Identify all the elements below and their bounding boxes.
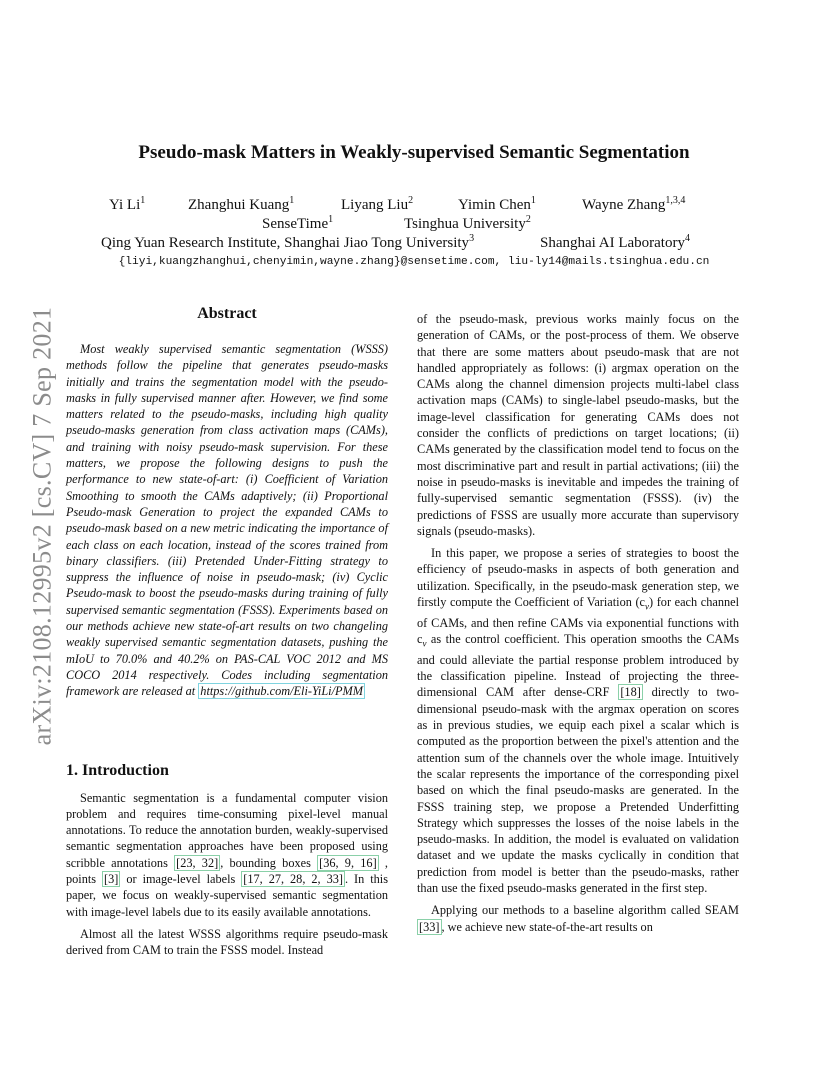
- right-paragraph-2: In this paper, we propose a series of strategies to boost the efficiency of pseudo-masks in aspects of both generation and utilization. Specifically, in the pseudo-mask generation step, we firstly compute the Coefficient of Variation $(c_v)$ for each channel of CAMs, and then refine CAMs via exponential functions with $c_v$ as the control coefficient. This operation smooths the CAMs and could alleviate the partial response problem introduced by the classification pipeline. Instead of projecting the three-dimensional CAM after dense-CRF [18] directly to two-dimensional pseudo-mask with the argmax operation on scores as in previous studies, we equip each pixel a scalar which is computed as the proportion between the pixel's attention and the attention sum of the channels over the whole image. Intuitively the scalar represents the importance of the corresponding pixel based on which the final pseudo-masks are generated. In the FSSS training step, we propose a Pretended Underfitting Strategy which suppresses the losses of the noise labels in the pseudo-masks. In addition, the model is evaluated on validation dataset and we update the masks cyclically in condition that prediction from model is better than the pseudo-masks, rather than use the fixed pseudo-masks generated in the first step.: [417, 546, 739, 895]
- author-1: Yi Li$^1$: [109, 195, 146, 213]
- citation-link[interactable]: [23, 32]: [176, 855, 219, 870]
- intro-paragraph-2: Almost all the latest WSSS algorithms require pseudo-mask derived from CAM to train the FSSS model. Instead: [66, 926, 388, 958]
- citation-link[interactable]: [33]: [419, 919, 440, 934]
- citation-link[interactable]: [36, 9, 16]: [319, 855, 377, 870]
- left-column: [66, 305, 388, 959]
- code-link[interactable]: https://github.com/Eli-YiLi/PMM: [200, 684, 363, 699]
- introduction-heading: 1. Introduction: [66, 761, 169, 779]
- citation-link[interactable]: [3]: [104, 872, 119, 887]
- citation-link[interactable]: [18]: [620, 685, 641, 700]
- citation-link[interactable]: [17, 27, 28, 2, 33]: [243, 872, 343, 887]
- abstract-text: Most weakly supervised semantic segmentation (WSSS) methods follow the pipeline that generates pseudo-masks initially and trains the segmentation model with the pseudo-masks in fully supervised manner after. However, we find some matters related to the pseudo-masks, including high quality pseudo-masks generation from class activation maps (CAMs), and training with noisy pseudo-mask supervision. For these matters, we propose the following designs to push the performance to new state-of-art: (i) Coefficient of Variation Smoothing to smooth the CAMs adaptively; (ii) Proportional Pseudo-mask Generation to project the expanded CAMs to pseudo-mask based on a new metric indicating the importance of each class on each location, instead of the scores trained from binary classifiers. (iii) Pretended Under-Fitting strategy to suppress the influence of noise in pseudo-mask; (iv) Cyclic Pseudo-mask to boost the pseudo-masks during training of fully supervised semantic segmentation (FSSS). Experiments based on our methods achieve new state-of-art results on two changeling weakly supervised semantic segmentation datasets, pushing the mIoU to 70.0% and 40.2% on PAS-CAL VOC 2012 and MS COCO 2014 respectively. Codes including segmentation framework are released at https://github.com/Eli-YiLi/PMM: [66, 342, 388, 699]
- author-4: Yimin Chen$^1$: [458, 195, 536, 213]
- affiliation-4: Shanghai AI Laboratory$^4$: [540, 233, 690, 251]
- affiliation-3: Qing Yuan Research Institute, Shanghai Jiao Tong University$^3$: [101, 233, 475, 251]
- intro-paragraph-1: Semantic segmentation is a fundamental computer vision problem and requires time-consuming pixel-level manual annotations. To reduce the annotation burden, weakly-supervised semantic segmentation approaches have been proposed using scribble annotations [23, 32] , bounding boxes [36, 9, 16] , points [3] or image-level labels [17, 27, 28, 2, 33] . In this paper, we focus on weakly-supervised semantic segmentation with image-level labels due to its easily available annotations.: [66, 790, 389, 919]
- author-emails: {liyi,kuangzhanghui,chenyimin,wayne.zhang}@sensetime.com, liu-ly14@mails.tsinghua.edu.cn: [118, 256, 710, 268]
- author-3: Liyang Liu$^2$: [341, 195, 414, 213]
- right-column: [417, 311, 739, 935]
- affiliation-2: Tsinghua University$^2$: [404, 214, 531, 232]
- paper-title: Pseudo-mask Matters in Weakly-supervised Semantic Segmentation: [138, 142, 690, 163]
- right-paragraph-1: of the pseudo-mask, previous works mainly focus on the generation of CAMs, or the post-process of them. We observe that there are some matters about pseudo-mask that are not handled appropriately as follows: (i) argmax operation on the CAMs along the channel dimension projects multi-label class activation maps (CAMs) to single-label pseudo-masks, but the image-level classification for generating CAMs does not consider the conflicts of predictions on target locations; (ii) CAMs generated by the classification model tend to focus on the most discriminative part and result in partial activations; (iii) the noise in pseudo-masks is inevitable and impedes the training of fully-supervised semantic segmentation (FSSS). (iv) the predictions of FSSS are usually more accurate than supervisory signals (pseudo-masks).: [417, 312, 739, 538]
- arxiv-identifier-sidebar: [20, 295, 64, 757]
- arxiv-identifier: arXiv:2108.12995v2 [cs.CV] 7 Sep 2021: [27, 306, 56, 746]
- abstract-heading: Abstract: [197, 305, 257, 322]
- author-5: Wayne Zhang$^{1,3,4}$: [582, 195, 686, 213]
- right-paragraph-3: Applying our methods to a baseline algorithm called SEAM [33] , we achieve new state-of-the-art results on: [419, 903, 739, 934]
- affiliation-1: SenseTime$^1$: [262, 214, 334, 232]
- author-2: Zhanghui Kuang$^1$: [188, 195, 295, 213]
